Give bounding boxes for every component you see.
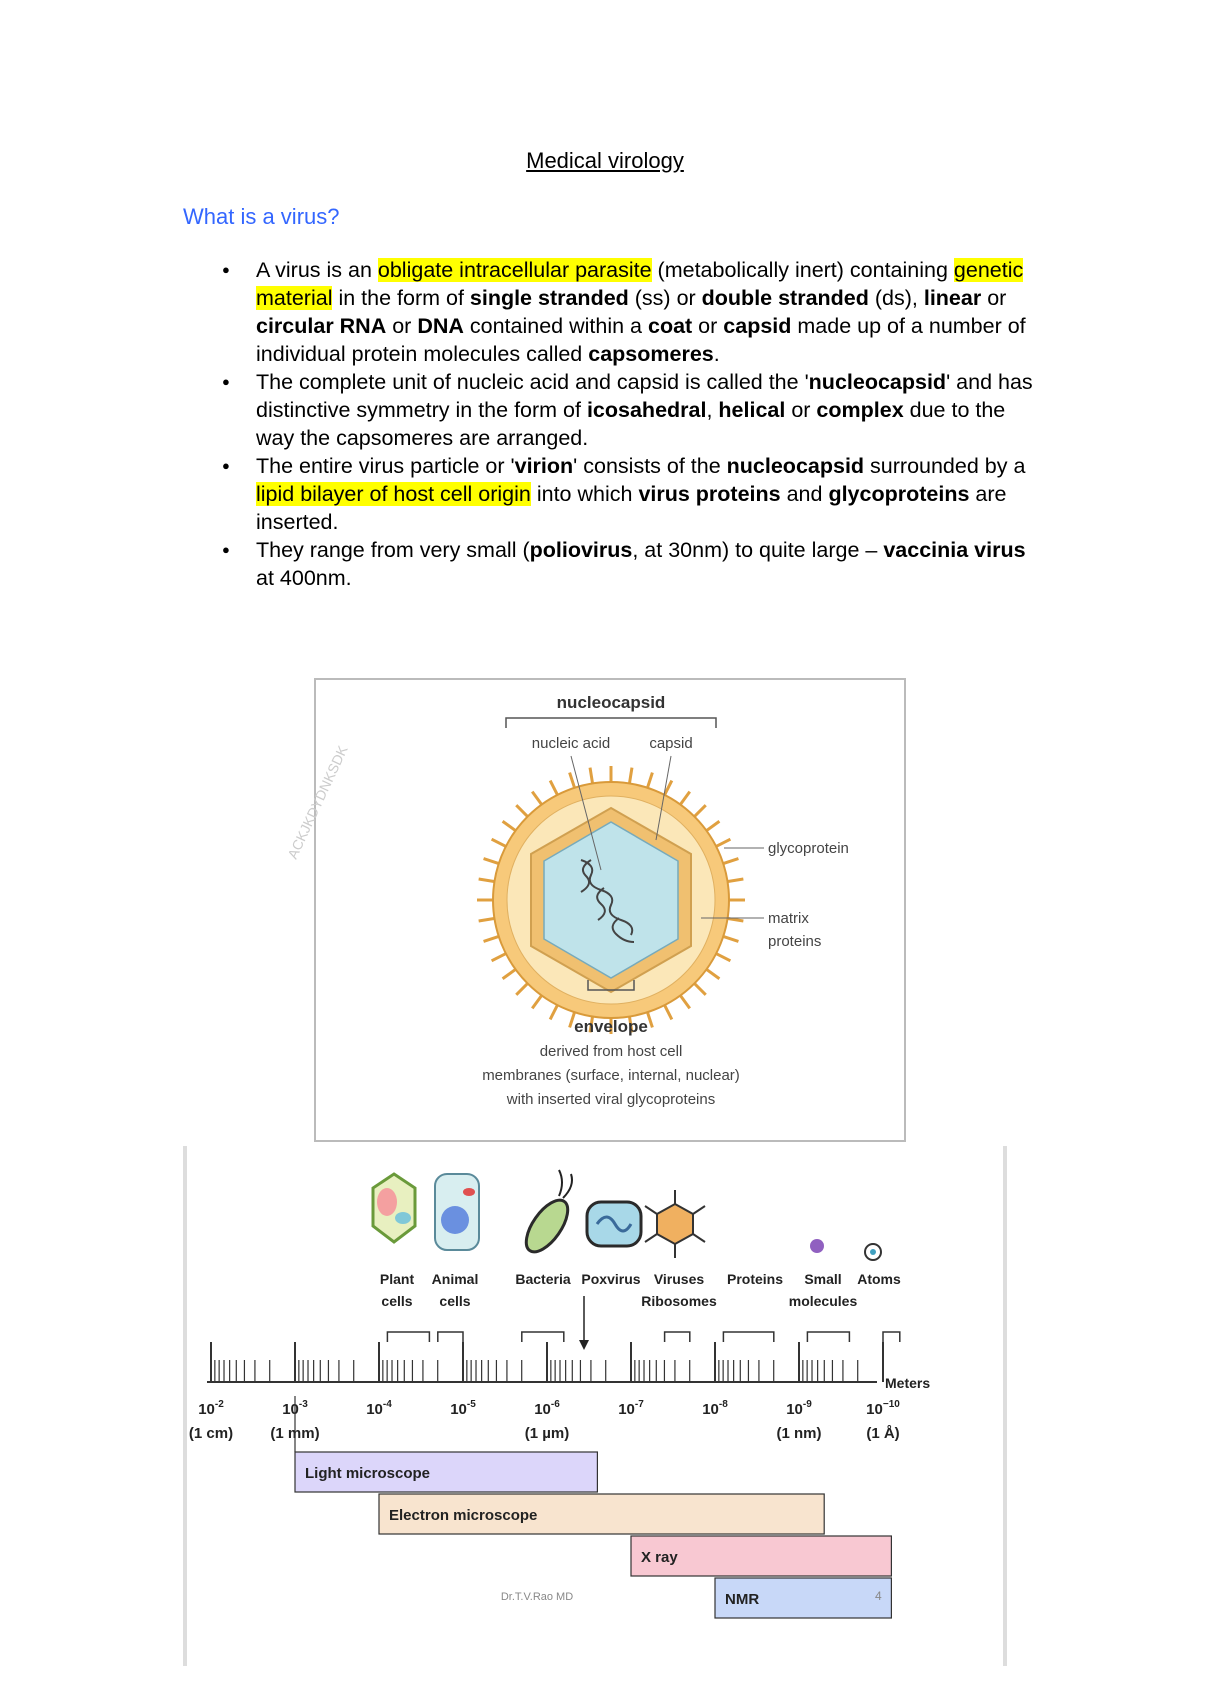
scale-unit-label: (1 cm) <box>188 1425 234 1442</box>
category-label: Small <box>804 1271 842 1287</box>
resolution-bar-label: NMR <box>725 1591 760 1608</box>
scale-label: $10^{-3}$ <box>282 1399 308 1418</box>
size-scale-diagram <box>187 1146 1003 1666</box>
meters-label: Meters <box>885 1375 931 1391</box>
scale-label: $10^{-4}$ <box>366 1399 392 1418</box>
category-label: Proteins <box>726 1271 784 1287</box>
size-range-bracket <box>807 1332 849 1342</box>
category-label: cells <box>381 1293 413 1309</box>
virus-structure-diagram <box>284 680 904 1140</box>
bullet-list <box>222 256 1042 592</box>
size-range-bracket <box>438 1332 463 1342</box>
footer-author: Dr.T.V.Rao MD <box>500 1591 574 1603</box>
envelope-desc-line3: with inserted viral glycoproteins <box>506 1091 716 1108</box>
category-label: Bacteria <box>515 1271 571 1287</box>
animal-cell-icon <box>435 1174 479 1250</box>
envelope-desc-line1: derived from host cell <box>539 1043 683 1060</box>
bacteria-icon <box>518 1170 575 1259</box>
category-label: Plant <box>379 1271 415 1287</box>
resolution-bar-label: Electron microscope <box>389 1507 538 1524</box>
scale-label: $10^{-7}$ <box>618 1399 644 1418</box>
nucleocapsid-bracket <box>506 718 716 728</box>
virus-structure-figure <box>284 678 906 1142</box>
scale-label: $10^{-6}$ <box>534 1399 560 1418</box>
size-range-bracket <box>723 1332 773 1342</box>
category-label: Ribosomes <box>641 1293 717 1309</box>
category-label: Atoms <box>857 1271 901 1287</box>
matrix-label-line2: proteins <box>768 933 822 950</box>
scale-unit-label: (1 µm) <box>524 1425 570 1442</box>
category-label: cells <box>439 1293 471 1309</box>
category-label: Animal <box>431 1271 479 1287</box>
category-label: molecules <box>788 1293 858 1309</box>
scale-label: $10^{-10}$ <box>866 1399 900 1418</box>
bullet-item-virion: ● The entire virus particle or 'virion' consists of the nucleocapsid surrounded by a lipid bilayer of host cell origin into which virus proteins and glycoproteins are inserted. <box>222 452 1042 536</box>
small-molecule-icon <box>810 1239 824 1253</box>
watermark: ACKJKDYDNKSDK <box>284 743 351 862</box>
size-range-bracket <box>522 1332 564 1342</box>
capsid-label: capsid <box>649 735 693 752</box>
document-title: Medical virology <box>526 148 684 173</box>
scale-unit-label: (1 mm) <box>270 1425 320 1442</box>
category-label: Poxvirus <box>581 1271 641 1287</box>
poxvirus-icon <box>587 1202 641 1246</box>
nucleocapsid-label: nucleocapsid <box>556 693 666 712</box>
bullet-item-nucleocapsid: ● The complete unit of nucleic acid and capsid is called the 'nucleocapsid' and has distinctive symmetry in the form of icosahedral, helical or complex due to the way the capsomeres are arranged. <box>222 368 1042 452</box>
scale-label: $10^{-9}$ <box>786 1399 812 1418</box>
glycoprotein-label: glycoprotein <box>768 840 849 857</box>
bullet-item-virus-definition: ● A virus is an obligate intracellular parasite (metabolically inert) containing genetic material in the form of single stranded (ss) or double stranded (ds), linear or circular RNA or DNA contained within a coat or capsid made up of a number of individual protein molecules called capsomeres. <box>222 256 1042 368</box>
scale-label: $10^{-5}$ <box>450 1399 476 1418</box>
size-range-brackets <box>387 1332 899 1342</box>
size-range-bracket <box>665 1332 690 1342</box>
scale-unit-label: (1 nm) <box>776 1425 822 1442</box>
size-range-bracket <box>883 1332 900 1342</box>
plant-cell-icon <box>373 1174 415 1242</box>
page-number: 4 <box>875 1589 882 1603</box>
size-range-bracket <box>387 1332 429 1342</box>
bullet-item-size-range: ● They range from very small (poliovirus, at 30nm) to quite large – vaccinia virus at 400nm. <box>222 536 1042 592</box>
resolution-bar-label: Light microscope <box>305 1465 431 1482</box>
scale-label: $10^{-8}$ <box>702 1399 728 1418</box>
atom-icon <box>865 1244 881 1260</box>
nucleic-acid-label: nucleic acid <box>531 735 611 752</box>
resolution-bar-label: X ray <box>641 1549 678 1566</box>
scale-unit-label: (1 Å) <box>866 1425 900 1442</box>
size-scale-figure <box>183 1146 1007 1666</box>
envelope-desc-line2: membranes (surface, internal, nuclear) <box>482 1067 740 1084</box>
ruler-ticks <box>211 1342 883 1382</box>
category-label: Viruses <box>653 1271 705 1287</box>
section-heading: What is a virus? <box>183 204 340 229</box>
envelope-label: envelope <box>574 1017 648 1036</box>
poxvirus-arrowhead <box>579 1340 589 1350</box>
scale-label: $10^{-2}$ <box>198 1399 224 1418</box>
matrix-label-line1: matrix <box>768 910 809 927</box>
virus-icon <box>645 1190 705 1258</box>
